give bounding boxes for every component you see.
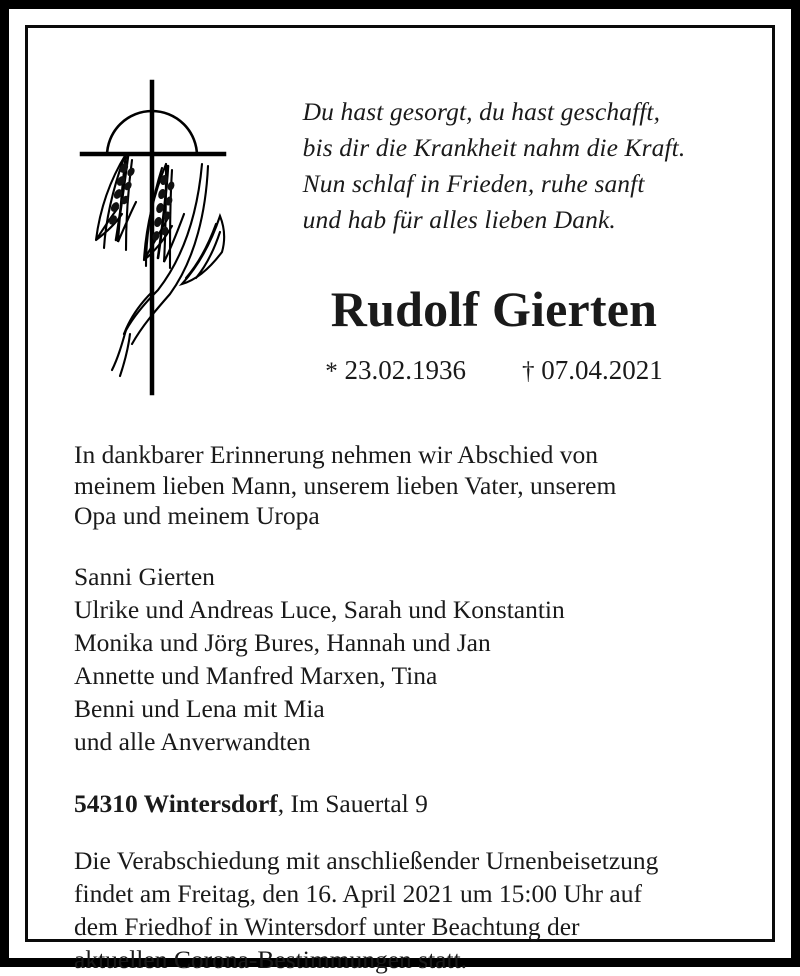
notice-body — [74, 440, 734, 976]
deceased-name: Rudolf Gierten — [330, 281, 658, 337]
closing-line: Die Verabschiedung mit anschließender Urnenbeisetzung — [74, 845, 659, 875]
family-member-line: Benni und Lena mit Mia — [74, 693, 325, 723]
cross-with-wheat-ears-icon — [74, 64, 260, 398]
life-dates — [260, 354, 728, 388]
family-member-line: Monika und Jörg Bures, Hannah und Jan — [74, 627, 491, 657]
family-list — [74, 560, 734, 758]
closing-line: findet am Freitag, den 16. April 2021 um 15:00 Uhr auf — [74, 878, 642, 908]
verse-line: und hab für alles lieben Dank. — [302, 205, 616, 234]
address-place: 54310 Wintersdorf — [74, 788, 278, 818]
verse-line: bis dir die Krankheit nahm die Kraft. — [302, 133, 686, 162]
closing-line: dem Friedhof in Wintersdorf unter Beachtung der — [74, 911, 580, 941]
memorial-verse — [303, 94, 686, 238]
death-date: 07.04.2021 — [541, 355, 663, 385]
family-member-line: Ulrike und Andreas Luce, Sarah und Konstantin — [74, 594, 565, 624]
family-member-line: Sanni Gierten — [74, 561, 215, 591]
birth-date: 23.02.1936 — [344, 355, 466, 385]
name-and-dates-block — [260, 280, 734, 388]
verse-line: Du hast gesorgt, du hast geschafft, — [302, 97, 661, 126]
lead-line: meinem lieben Mann, unserem lieben Vater, unserem — [74, 470, 617, 500]
dagger-icon: † — [522, 358, 535, 385]
funeral-details-paragraph — [74, 844, 734, 976]
family-member-line: und alle Anverwandten — [74, 726, 311, 756]
closing-line: aktuellen Corona-Bestimmungen statt. — [74, 944, 468, 974]
verse-block — [260, 64, 734, 238]
family-member-line: Annette und Manfred Marxen, Tina — [74, 660, 438, 690]
address-line — [74, 788, 734, 820]
death-date-group — [522, 355, 663, 385]
birth-date-group — [325, 355, 466, 385]
lead-line: In dankbarer Erinnerung nehmen wir Abschied von — [74, 440, 599, 469]
notice-content — [28, 28, 772, 974]
verse-line: Nun schlaf in Frieden, ruhe sanft — [302, 169, 645, 198]
lead-line: Opa und meinem Uropa — [74, 501, 320, 530]
birth-asterisk-icon: * — [325, 358, 338, 385]
lead-paragraph — [74, 440, 734, 532]
address-street: , Im Sauertal 9 — [277, 788, 428, 818]
